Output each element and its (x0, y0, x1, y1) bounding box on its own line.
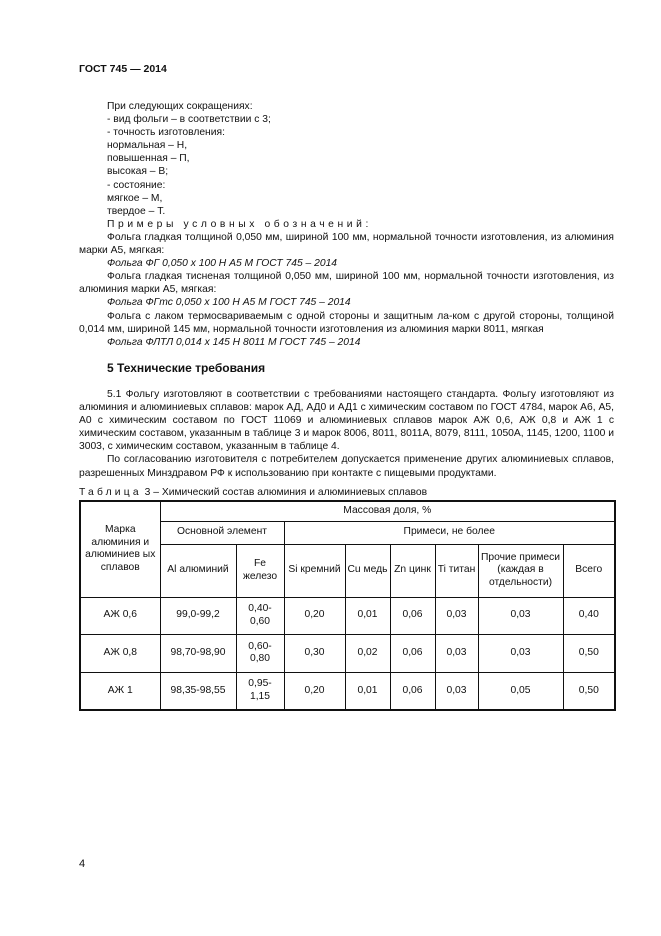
section-title: 5 Технические требования (107, 361, 266, 375)
chemical-composition-table (79, 500, 616, 711)
cell-other: 0,03 (478, 597, 563, 634)
abbrev-high: высокая – В; (107, 166, 169, 178)
table-caption-text: 3 – Химический состав алюминия и алюминиевых сплавов (144, 487, 428, 498)
example-1-text: Фольга гладкая толщиной 0,050 мм, шириной 100 мм, нормальной точности изготовления, из алюминия марки А5, мягкая: (79, 231, 614, 257)
abbrev-intro: При следующих сокращениях: (107, 101, 253, 112)
cell-zn: 0,06 (390, 634, 435, 672)
header-grade: Марка алюминия и алюминиев ых сплавов (80, 501, 160, 597)
section-body (79, 388, 614, 480)
cell-grade: АЖ 1 (80, 672, 160, 710)
cell-cu: 0,01 (345, 597, 390, 634)
abbreviations-block (79, 100, 614, 349)
section-paragraph-2: По согласованию изготовителя с потребителем допускается применение других алюминиевых сплавов, разрешенных Минздравом РФ к использованию при контакте с пищевыми продуктами. (79, 454, 614, 479)
table-caption (79, 487, 427, 498)
example-1-code: Фольга ФГ 0,050 х 100 Н А5 М ГОСТ 745 – 2014 (107, 258, 338, 270)
cell-fe: 0,40-0,60 (236, 597, 284, 634)
cell-al: 98,70-98,90 (160, 634, 236, 672)
header-fe: Fe железо (236, 544, 284, 597)
header-mass-fraction: Массовая доля, % (160, 501, 615, 521)
example-3-text: Фольга с лаком термосвариваемым с одной стороны и защитным ла-ком с другой стороны, толщиной 0,014 мм, шириной 145 мм, нормальной точности изготовления из алюминия марки 8011, мягкая (79, 310, 614, 335)
abbrev-normal: нормальная – Н, (107, 140, 188, 152)
abbrev-elevated: повышенная – П, (107, 153, 190, 165)
cell-ti: 0,03 (435, 597, 478, 634)
cell-al: 99,0-99,2 (160, 597, 236, 634)
cell-cu: 0,02 (345, 634, 390, 672)
cell-si: 0,30 (284, 634, 345, 672)
table-caption-word: Таблица (79, 487, 142, 498)
cell-zn: 0,06 (390, 672, 435, 710)
cell-zn: 0,06 (390, 597, 435, 634)
table-row (80, 634, 615, 672)
header-cu: Cu медь (345, 544, 390, 597)
header-al: Al алюминий (160, 544, 236, 597)
cell-cu: 0,01 (345, 672, 390, 710)
abbrev-precision: - точность изготовления: (107, 127, 225, 139)
cell-al: 98,35-98,55 (160, 672, 236, 710)
document-header: ГОСТ 745 — 2014 (79, 63, 167, 75)
header-si: Si кремний (284, 544, 345, 597)
examples-heading: Примеры условных обозначений: (107, 218, 372, 230)
header-impurities: Примеси, не более (284, 521, 615, 544)
header-zn: Zn цинк (390, 544, 435, 597)
table-row (80, 672, 615, 710)
header-total: Всего (563, 544, 615, 597)
table-row (80, 597, 615, 634)
abbrev-soft: мягкое – М, (107, 192, 163, 204)
cell-total: 0,50 (563, 634, 615, 672)
example-2-text: Фольга гладкая тисненая толщиной 0,050 мм, шириной 100 мм, нормальной точности изготовления, из алюминия марки А5, мягкая: (79, 271, 614, 296)
cell-grade: АЖ 0,6 (80, 597, 160, 634)
cell-other: 0,05 (478, 672, 563, 710)
abbrev-state: - состояние: (107, 179, 166, 191)
cell-other: 0,03 (478, 634, 563, 672)
header-main-element: Основной элемент (160, 521, 284, 544)
header-ti: Ti титан (435, 544, 478, 597)
cell-si: 0,20 (284, 672, 345, 710)
cell-si: 0,20 (284, 597, 345, 634)
cell-ti: 0,03 (435, 672, 478, 710)
cell-total: 0,50 (563, 672, 615, 710)
abbrev-type: - вид фольги – в соответствии с 3; (107, 114, 271, 126)
cell-fe: 0,95-1,15 (236, 672, 284, 710)
cell-ti: 0,03 (435, 634, 478, 672)
cell-grade: АЖ 0,8 (80, 634, 160, 672)
example-2-code: Фольга ФГтс 0,050 х 100 Н А5 М ГОСТ 745 – 2014 (107, 297, 351, 309)
section-paragraph-1: 5.1 Фольгу изготовляют в соответствии с требованиями настоящего стандарта. Фольгу изготовляют из алюминия и алюминиевых сплавов: марок АД, АД0 и АД1 с химическим составом по ГОСТ 4784, марок А6, А5, А0 с химическим составом по ГОСТ 11069 и алюминиевых сплавов марок АЖ 0,6, АЖ 0,8 и АЖ 1 с химическим составом, указанным в таблице 3 и марок 8006, 8011, 8011А, 8079, 8111, 1050А, 1145, 1200, 1100 и 3003, с химическим составом, указанным в таблице 4. (79, 389, 614, 453)
header-other-impurities: Прочие примеси (каждая в отдельности) (478, 544, 563, 597)
example-3-code: Фольга ФЛТЛ 0,014 х 145 Н 8011 М ГОСТ 745 – 2014 (107, 336, 361, 348)
cell-total: 0,40 (563, 597, 615, 634)
page-number: 4 (79, 858, 86, 870)
abbrev-hard: твердое – Т. (107, 205, 166, 217)
cell-fe: 0,60-0,80 (236, 634, 284, 672)
